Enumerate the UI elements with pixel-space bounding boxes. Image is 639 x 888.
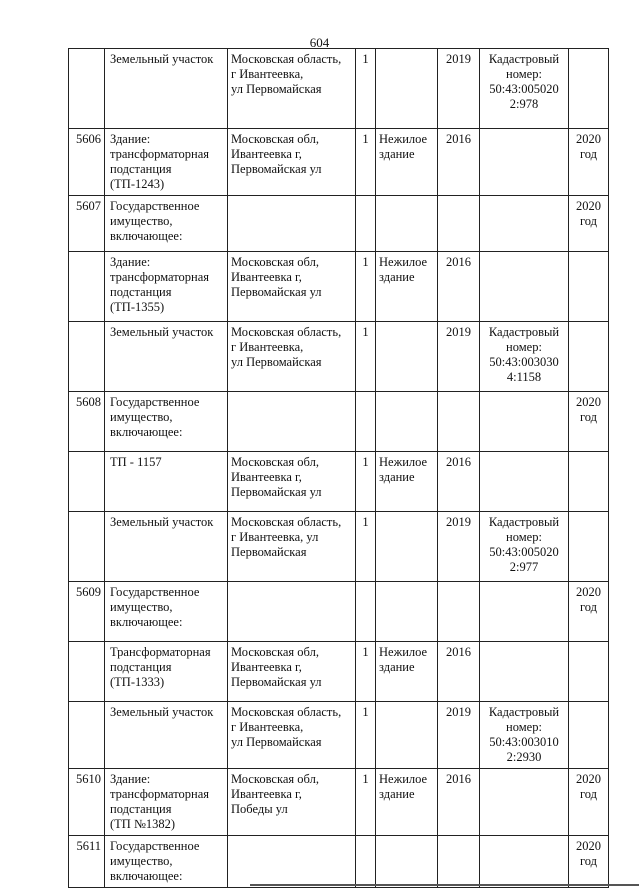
item-note [480, 582, 569, 642]
table-body [69, 49, 609, 888]
table-row [69, 196, 609, 252]
row-number [69, 642, 105, 702]
table-row [69, 129, 609, 196]
row-number: 5607 [69, 196, 105, 252]
row-number [69, 252, 105, 322]
item-type: Нежилое здание [376, 252, 438, 322]
item-address [228, 836, 356, 888]
row-number [69, 322, 105, 392]
item-name: Здание: трансформаторная подстанция (ТП №1382) [105, 769, 228, 836]
table-row [69, 252, 609, 322]
row-number [69, 702, 105, 769]
item-type [376, 392, 438, 452]
row-number: 5608 [69, 392, 105, 452]
item-address [228, 582, 356, 642]
item-note: Кадастровый номер: 50:43:005020 2:978 [480, 49, 569, 129]
item-quantity: 1 [356, 512, 376, 582]
page-number: 604 [309, 35, 330, 50]
item-period [569, 252, 609, 322]
item-name: Государственное имущество, включающее: [105, 392, 228, 452]
item-quantity [356, 196, 376, 252]
item-note [480, 392, 569, 452]
table-row [69, 582, 609, 642]
item-name: Трансформаторная подстанция (ТП-1333) [105, 642, 228, 702]
item-address [228, 196, 356, 252]
item-period: 2020 год [569, 769, 609, 836]
item-type: Нежилое здание [376, 642, 438, 702]
item-year: 2019 [438, 702, 480, 769]
item-type: Нежилое здание [376, 452, 438, 512]
item-period [569, 452, 609, 512]
item-type [376, 196, 438, 252]
item-year [438, 582, 480, 642]
item-name: Государственное имущество, включающее: [105, 196, 228, 252]
scan-edge-line [250, 884, 639, 886]
item-name: Земельный участок [105, 49, 228, 129]
item-quantity: 1 [356, 702, 376, 769]
table-row [69, 392, 609, 452]
item-period: 2020 год [569, 129, 609, 196]
item-year: 2016 [438, 769, 480, 836]
item-year: 2019 [438, 322, 480, 392]
item-year: 2016 [438, 452, 480, 512]
item-address [228, 392, 356, 452]
item-period: 2020 год [569, 392, 609, 452]
row-number: 5610 [69, 769, 105, 836]
item-name: Земельный участок [105, 512, 228, 582]
item-name: Земельный участок [105, 322, 228, 392]
item-note: Кадастровый номер: 50:43:003030 4:1158 [480, 322, 569, 392]
table-row [69, 322, 609, 392]
item-address: Московская область, г Ивантеевка, ул Первомайская [228, 49, 356, 129]
item-year: 2016 [438, 129, 480, 196]
row-number [69, 512, 105, 582]
item-type [376, 582, 438, 642]
row-number: 5611 [69, 836, 105, 888]
row-number [69, 452, 105, 512]
item-address: Московская область, г Ивантеевка, ул Первомайская [228, 322, 356, 392]
property-table [68, 48, 609, 888]
item-quantity: 1 [356, 49, 376, 129]
table-row [69, 452, 609, 512]
item-type [376, 322, 438, 392]
item-quantity: 1 [356, 129, 376, 196]
item-name: Государственное имущество, включающее: [105, 836, 228, 888]
item-address: Московская обл, Ивантеевка г, Первомайская ул [228, 252, 356, 322]
item-quantity [356, 582, 376, 642]
item-year: 2016 [438, 642, 480, 702]
table-row [69, 836, 609, 888]
item-note: Кадастровый номер: 50:43:003010 2:2930 [480, 702, 569, 769]
table-row [69, 702, 609, 769]
item-name: ТП - 1157 [105, 452, 228, 512]
item-period [569, 702, 609, 769]
item-address: Московская область, г Ивантеевка, ул Первомайская [228, 702, 356, 769]
item-name: Здание: трансформаторная подстанция (ТП-1355) [105, 252, 228, 322]
row-number: 5606 [69, 129, 105, 196]
item-note: Кадастровый номер: 50:43:005020 2:977 [480, 512, 569, 582]
item-period: 2020 год [569, 836, 609, 888]
item-period: 2020 год [569, 582, 609, 642]
item-period [569, 642, 609, 702]
item-type: Нежилое здание [376, 129, 438, 196]
item-year [438, 196, 480, 252]
item-year [438, 392, 480, 452]
item-address: Московская обл, Ивантеевка г, Первомайская ул [228, 452, 356, 512]
table-row [69, 769, 609, 836]
item-address: Московская область, г Ивантеевка, ул Первомайская [228, 512, 356, 582]
item-quantity [356, 392, 376, 452]
item-type [376, 49, 438, 129]
item-quantity: 1 [356, 322, 376, 392]
item-address: Московская обл, Ивантеевка г, Первомайская ул [228, 642, 356, 702]
item-year [438, 836, 480, 888]
item-year: 2019 [438, 49, 480, 129]
item-note [480, 836, 569, 888]
item-period [569, 512, 609, 582]
item-quantity: 1 [356, 769, 376, 836]
item-name: Государственное имущество, включающее: [105, 582, 228, 642]
item-period: 2020 год [569, 196, 609, 252]
item-type [376, 512, 438, 582]
table-row [69, 512, 609, 582]
item-period [569, 49, 609, 129]
item-note [480, 252, 569, 322]
item-type [376, 702, 438, 769]
item-note [480, 129, 569, 196]
table-row [69, 642, 609, 702]
row-number [69, 49, 105, 129]
item-note [480, 196, 569, 252]
item-quantity [356, 836, 376, 888]
item-note [480, 452, 569, 512]
item-year: 2019 [438, 512, 480, 582]
item-name: Здание: трансформаторная подстанция (ТП-1243) [105, 129, 228, 196]
item-period [569, 322, 609, 392]
item-type: Нежилое здание [376, 769, 438, 836]
item-quantity: 1 [356, 452, 376, 512]
item-note [480, 769, 569, 836]
row-number: 5609 [69, 582, 105, 642]
item-address: Московская обл, Ивантеевка г, Победы ул [228, 769, 356, 836]
item-address: Московская обл, Ивантеевка г, Первомайская ул [228, 129, 356, 196]
item-quantity: 1 [356, 642, 376, 702]
item-type [376, 836, 438, 888]
item-quantity: 1 [356, 252, 376, 322]
table-row [69, 49, 609, 129]
item-name: Земельный участок [105, 702, 228, 769]
property-table-container [68, 48, 608, 883]
item-note [480, 642, 569, 702]
item-year: 2016 [438, 252, 480, 322]
